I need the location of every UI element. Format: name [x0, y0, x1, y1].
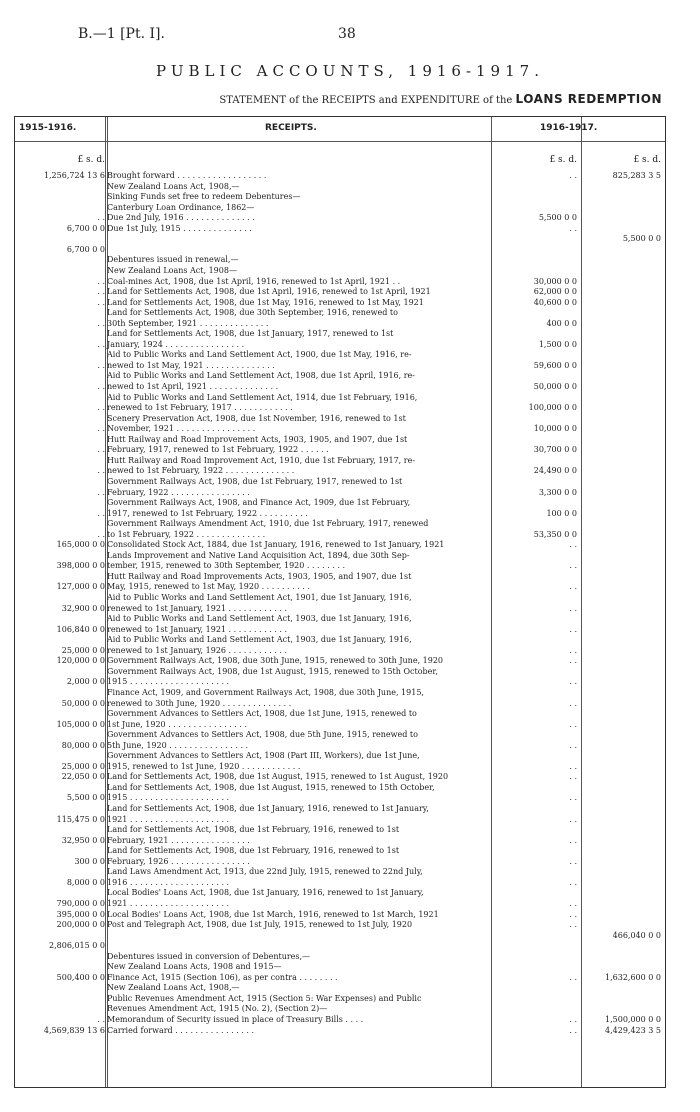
- amount-1915-1916: . .: [97, 403, 105, 413]
- amount-1916-1917-detail: . .: [569, 719, 577, 729]
- amount-1916-1917-detail: 100 0 0: [546, 508, 577, 518]
- row-text: Revenues Amendment Act, 1915 (No. 2), (Section 2)—: [107, 1004, 328, 1014]
- amount-1916-1917-detail: 1,500 0 0: [538, 339, 577, 349]
- row-text: tember, 1915, renewed to 30th September, 1920 . . . . . . . .: [107, 561, 346, 571]
- row-text: 1917, renewed to 1st February, 1922 . . . . . . . . . .: [107, 508, 308, 518]
- amount-1915-1916: 22,050 0 0: [61, 772, 105, 782]
- row-text: Aid to Public Works and Land Settlement Act, 1903, due 1st January, 1916,: [107, 614, 412, 624]
- row-text: renewed to 1st February, 1917 . . . . . . . . . . . .: [107, 403, 293, 413]
- row-text: Hutt Railway and Road Improvements Acts, 1903, 1905, and 1907, due 1st: [107, 571, 412, 581]
- amount-1915-1916: 790,000 0 0: [56, 898, 105, 908]
- amount-1915-1916: 395,000 0 0: [56, 909, 105, 919]
- amount-1915-1916: 200,000 0 0: [56, 920, 105, 930]
- amount-1916-1917-detail: . .: [569, 656, 577, 666]
- amount-1915-1916: 106,840 0 0: [56, 624, 105, 634]
- row-text: New Zealand Loans Acts, 1908 and 1915—: [107, 962, 282, 972]
- amount-1916-1917-detail: 62,000 0 0: [533, 287, 577, 297]
- row-text: Finance Act, 1915 (Section 106), as per contra . . . . . . . .: [107, 972, 338, 982]
- amount-1915-1916: . .: [97, 424, 105, 434]
- amount-1916-1917-total: 5,500 0 0: [622, 234, 661, 244]
- amount-1916-1917-detail: 50,000 0 0: [533, 382, 577, 391]
- column-divider-right: [581, 117, 582, 1087]
- row-text: Aid to Public Works and Land Settlement Act, 1914, due 1st February, 1916,: [107, 392, 418, 402]
- row-text: Land for Settlements Act, 1908, due 1st February, 1916, renewed to 1st: [107, 846, 400, 856]
- row-text: Canterbury Loan Ordinance, 1862—: [107, 202, 255, 212]
- amount-1916-1917-detail: . .: [569, 761, 577, 771]
- column-header-receipts: RECEIPTS.: [265, 123, 317, 133]
- header-rule: [15, 141, 665, 142]
- subtitle-prefix: STATEMENT of the RECEIPTS and EXPENDITURE of the: [219, 95, 513, 106]
- amount-1916-1917-detail: . .: [569, 698, 577, 708]
- amount-1915-1916: 25,000 0 0: [61, 761, 105, 771]
- amount-1916-1917-detail: 3,300 0 0: [538, 487, 577, 497]
- row-text: 1st June, 1920 . . . . . . . . . . . . . . . .: [107, 719, 248, 729]
- amount-1915-1916: . .: [97, 213, 105, 223]
- amount-1916-1917-detail: 24,490 0 0: [533, 466, 577, 476]
- amount-1916-1917-detail: . .: [569, 677, 577, 687]
- amount-1915-1916: . .: [97, 339, 105, 349]
- amount-1916-1917-detail: 40,600 0 0: [533, 297, 577, 307]
- amount-1916-1917-detail: 100,000 0 0: [528, 403, 577, 413]
- amount-1916-1917-total: 825,283 3 5: [612, 171, 661, 180]
- amount-1916-1917-detail: . .: [569, 793, 577, 803]
- amount-1916-1917-total: 1,500,000 0 0: [605, 1015, 661, 1024]
- row-text: Public Revenues Amendment Act, 1915 (Section 5: War Expenses) and Public: [107, 993, 422, 1003]
- row-text: Aid to Public Works and Land Settlement Act, 1903, due 1st January, 1916,: [107, 635, 412, 645]
- amount-1916-1917-detail: . .: [569, 540, 577, 550]
- amount-1916-1917-detail: . .: [569, 909, 577, 919]
- row-text: Land Laws Amendment Act, 1913, due 22nd July, 1915, renewed to 22nd July,: [107, 867, 423, 877]
- amount-1915-1916: . .: [97, 1015, 105, 1024]
- row-text: Post and Telegraph Act, 1908, due 1st July, 1915, renewed to 1st July, 1920: [107, 920, 413, 930]
- amount-1915-1916: 127,000 0 0: [56, 582, 105, 592]
- amount-1916-1917-detail: 30,000 0 0: [533, 276, 577, 286]
- amount-1915-1916: 50,000 0 0: [61, 698, 105, 708]
- row-text: Land for Settlements Act, 1908, due 1st August, 1915, renewed to 1st August, 1920: [107, 772, 449, 782]
- amount-1915-1916: . .: [97, 276, 105, 286]
- amount-1916-1917-detail: . .: [569, 920, 577, 930]
- amount-1916-1917-detail: 59,600 0 0: [533, 360, 577, 370]
- row-text: November, 1921 . . . . . . . . . . . . . . . .: [107, 424, 256, 434]
- row-text: Sinking Funds set free to redeem Debentures—: [107, 192, 301, 202]
- amount-1915-1916: . .: [97, 487, 105, 497]
- amount-1916-1917-detail: . .: [569, 1015, 577, 1024]
- amount-1915-1916: 2,806,015 0 0: [49, 941, 105, 951]
- statement-subtitle: [219, 92, 662, 106]
- amount-1915-1916: 398,000 0 0: [56, 561, 105, 571]
- page-number: 38: [338, 26, 356, 42]
- row-text: 5th June, 1920 . . . . . . . . . . . . . . . .: [107, 740, 249, 750]
- unit-right: £ s. d.: [633, 155, 661, 165]
- amount-1915-1916: 115,475 0 0: [56, 814, 105, 824]
- amount-1916-1917-detail: . .: [569, 740, 577, 750]
- receipts-table: [14, 116, 666, 1088]
- row-text: newed to 1st May, 1921 . . . . . . . . . . . . . .: [107, 360, 275, 370]
- amount-1915-1916: 4,569,839 13 6: [43, 1025, 105, 1035]
- row-text: Finance Act, 1909, and Government Railways Act, 1908, due 30th June, 1915,: [107, 687, 424, 697]
- row-text: February, 1917, renewed to 1st February, 1922 . . . . . .: [107, 445, 329, 455]
- amount-1916-1917-detail: . .: [569, 561, 577, 571]
- amount-1915-1916: 105,000 0 0: [56, 719, 105, 729]
- row-text: January, 1924 . . . . . . . . . . . . . . . .: [107, 339, 245, 349]
- row-text: Consolidated Stock Act, 1884, due 1st January, 1916, renewed to 1st January, 1921: [107, 540, 445, 550]
- unit-left: £ s. d.: [77, 155, 105, 165]
- amount-1916-1917-detail: . .: [569, 624, 577, 634]
- amount-1916-1917-detail: 30,700 0 0: [533, 445, 577, 455]
- row-text: Due 1st July, 1915 . . . . . . . . . . . . . .: [107, 223, 252, 233]
- amount-1916-1917-detail: . .: [569, 835, 577, 845]
- row-text: renewed to 1st January, 1921 . . . . . . . . . . . .: [107, 624, 288, 634]
- amount-1915-1916: 8,000 0 0: [66, 877, 105, 887]
- row-text: Land for Settlements Act, 1908, due 1st April, 1916, renewed to 1st April, 1921: [107, 287, 431, 297]
- row-text: renewed to 30th June, 1920 . . . . . . . . . . . . . .: [107, 698, 292, 708]
- row-text: Government Advances to Settlers Act, 1908, due 5th June, 1915, renewed to: [107, 730, 418, 740]
- amount-1916-1917-total: 4,429,423 3 5: [605, 1025, 661, 1035]
- amount-1916-1917-detail: . .: [569, 898, 577, 908]
- row-text: New Zealand Loans Act, 1908,—: [107, 181, 240, 191]
- row-text: Local Bodies' Loans Act, 1908, due 1st March, 1916, renewed to 1st March, 1921: [107, 909, 439, 919]
- row-text: Carried forward . . . . . . . . . . . . . . . .: [107, 1025, 255, 1035]
- amount-1916-1917-detail: . .: [569, 972, 577, 982]
- amount-1915-1916: 500,400 0 0: [56, 972, 105, 982]
- page-title: PUBLIC ACCOUNTS, 1916-1917.: [156, 62, 544, 80]
- amount-1915-1916: . .: [97, 445, 105, 455]
- row-text: Aid to Public Works and Land Settlement Act, 1901, due 1st January, 1916,: [107, 593, 412, 602]
- amount-1915-1916: . .: [97, 287, 105, 297]
- amount-1915-1916: . .: [97, 318, 105, 328]
- amount-1916-1917-detail: . .: [569, 856, 577, 866]
- row-text: New Zealand Loans Act, 1908,—: [107, 983, 240, 993]
- amount-1916-1917-total: 1,632,600 0 0: [605, 972, 661, 982]
- subtitle-bold: LOANS REDEMPTION: [515, 92, 662, 106]
- amount-1915-1916: 5,500 0 0: [66, 793, 105, 803]
- row-text: May, 1915, renewed to 1st May, 1920 . . . . . . . . . .: [107, 582, 310, 592]
- amount-1916-1917-detail: 10,000 0 0: [533, 424, 577, 434]
- row-text: Local Bodies' Loans Act, 1908, due 1st January, 1916, renewed to 1st January,: [107, 888, 424, 898]
- row-text: February, 1921 . . . . . . . . . . . . . . . .: [107, 835, 250, 845]
- amount-1915-1916: . .: [97, 529, 105, 539]
- amount-1916-1917-detail: . .: [569, 223, 577, 233]
- amount-1916-1917-detail: . .: [569, 582, 577, 592]
- row-text: 30th September, 1921 . . . . . . . . . . . . . .: [107, 318, 269, 328]
- column-header-1915-1916: 1915-1916.: [19, 123, 77, 133]
- row-text: renewed to 1st January, 1926 . . . . . . . . . . . .: [107, 645, 288, 655]
- amount-1915-1916: 32,900 0 0: [61, 603, 105, 613]
- row-text: Hutt Railway and Road Improvement Acts, 1903, 1905, and 1907, due 1st: [107, 434, 408, 444]
- unit-mid: £ s. d.: [549, 155, 577, 165]
- document-reference: B.—1 [Pt. I].: [78, 26, 165, 42]
- row-text: Coal-mines Act, 1908, due 1st April, 1916, renewed to 1st April, 1921 . .: [107, 276, 401, 286]
- amount-1915-1916: 80,000 0 0: [61, 740, 105, 750]
- amount-1915-1916: 165,000 0 0: [56, 540, 105, 550]
- amount-1915-1916: 1,256,724 13 6: [43, 171, 105, 180]
- row-text: Scenery Preservation Act, 1908, due 1st November, 1916, renewed to 1st: [107, 413, 406, 423]
- amount-1915-1916: 6,700 0 0: [66, 244, 105, 254]
- amount-1915-1916: . .: [97, 466, 105, 476]
- row-text: Land for Settlements Act, 1908, due 1st January, 1916, renewed to 1st January,: [107, 804, 429, 813]
- row-text: February, 1926 . . . . . . . . . . . . . . . .: [107, 856, 250, 866]
- row-text: Brought forward . . . . . . . . . . . . . . . . . .: [107, 171, 267, 180]
- amount-1916-1917-detail: . .: [569, 171, 577, 180]
- row-text: 1915 . . . . . . . . . . . . . . . . . . . .: [107, 677, 230, 687]
- row-text: 1915 . . . . . . . . . . . . . . . . . . . .: [107, 793, 230, 803]
- amount-1915-1916: . .: [97, 382, 105, 391]
- amount-1915-1916: . .: [97, 297, 105, 307]
- row-text: Aid to Public Works and Land Settlement Act, 1908, due 1st April, 1916, re-: [107, 371, 415, 381]
- row-text: Debentures issued in renewal,—: [107, 255, 239, 265]
- row-text: 1921 . . . . . . . . . . . . . . . . . . . .: [107, 898, 230, 908]
- amount-1916-1917-detail: . .: [569, 1025, 577, 1035]
- amount-1916-1917-total: 466,040 0 0: [612, 930, 661, 940]
- column-divider-middle: [491, 117, 492, 1087]
- row-text: Land for Settlements Act, 1908, due 1st February, 1916, renewed to 1st: [107, 825, 400, 835]
- row-text: Debentures issued in conversion of Debentures,—: [107, 951, 311, 961]
- row-text: Due 2nd July, 1916 . . . . . . . . . . . . . .: [107, 213, 255, 223]
- row-text: renewed to 1st January, 1921 . . . . . . . . . . . .: [107, 603, 288, 613]
- row-text: Land for Settlements Act, 1908, due 30th September, 1916, renewed to: [107, 308, 398, 318]
- row-text: newed to 1st April, 1921 . . . . . . . . . . . . . .: [107, 382, 279, 391]
- row-text: Land for Settlements Act, 1908, due 1st January, 1917, renewed to 1st: [107, 329, 394, 339]
- row-text: Government Railways Act, 1908, and Finance Act, 1909, due 1st February,: [107, 498, 411, 508]
- row-text: New Zealand Loans Act, 1908—: [107, 265, 237, 275]
- row-text: to 1st February, 1922 . . . . . . . . . . . . . .: [107, 529, 266, 539]
- row-text: 1921 . . . . . . . . . . . . . . . . . . . .: [107, 814, 230, 824]
- amount-1916-1917-detail: . .: [569, 645, 577, 655]
- amount-1915-1916: 25,000 0 0: [61, 645, 105, 655]
- amount-1915-1916: . .: [97, 508, 105, 518]
- row-text: Government Advances to Settlers Act, 1908, due 1st June, 1915, renewed to: [107, 709, 417, 719]
- amount-1915-1916: 32,950 0 0: [61, 835, 105, 845]
- amount-1915-1916: 6,700 0 0: [66, 223, 105, 233]
- row-text: Government Railways Amendment Act, 1910, due 1st February, 1917, renewed: [107, 519, 429, 529]
- amount-1915-1916: 300 0 0: [74, 856, 105, 866]
- amount-1916-1917-detail: . .: [569, 877, 577, 887]
- amount-1915-1916: 120,000 0 0: [56, 656, 105, 666]
- amount-1915-1916: . .: [97, 360, 105, 370]
- row-text: 1915, renewed to 1st June, 1920 . . . . . . . . . . . .: [107, 761, 301, 771]
- amount-1916-1917-detail: 53,350 0 0: [533, 529, 577, 539]
- column-header-1916-1917: 1916-1917.: [540, 123, 598, 133]
- row-text: Government Advances to Settlers Act, 1908 (Part III, Workers), due 1st June,: [107, 751, 420, 761]
- amount-1916-1917-detail: 400 0 0: [546, 318, 577, 328]
- row-text: February, 1922 . . . . . . . . . . . . . . . .: [107, 487, 250, 497]
- amount-1916-1917-detail: 5,500 0 0: [538, 213, 577, 223]
- amount-1916-1917-detail: . .: [569, 772, 577, 782]
- row-text: Hutt Railway and Road Improvement Act, 1910, due 1st February, 1917, re-: [107, 455, 416, 465]
- row-text: Land for Settlements Act, 1908, due 1st May, 1916, renewed to 1st May, 1921: [107, 297, 424, 307]
- amount-1915-1916: 2,000 0 0: [66, 677, 105, 687]
- row-text: Memorandum of Security issued in place of Treasury Bills . . . .: [107, 1015, 364, 1024]
- row-text: Government Railways Act, 1908, due 1st August, 1915, renewed to 15th October,: [107, 666, 438, 676]
- row-text: Government Railways Act, 1908, due 1st February, 1917, renewed to 1st: [107, 476, 403, 486]
- row-text: Government Railways Act, 1908, due 30th June, 1915, renewed to 30th June, 1920: [107, 656, 444, 666]
- row-text: Land for Settlements Act, 1908, due 1st August, 1915, renewed to 15th October,: [107, 782, 435, 792]
- amount-1916-1917-detail: . .: [569, 814, 577, 824]
- amount-1916-1917-detail: . .: [569, 603, 577, 613]
- row-text: Lands Improvement and Native Land Acquisition Act, 1894, due 30th Sep-: [107, 550, 410, 560]
- row-text: 1916 . . . . . . . . . . . . . . . . . . . .: [107, 877, 230, 887]
- row-text: newed to 1st February, 1922 . . . . . . . . . . . . . .: [107, 466, 295, 476]
- row-text: Aid to Public Works and Land Settlement Act, 1900, due 1st May, 1916, re-: [107, 350, 412, 360]
